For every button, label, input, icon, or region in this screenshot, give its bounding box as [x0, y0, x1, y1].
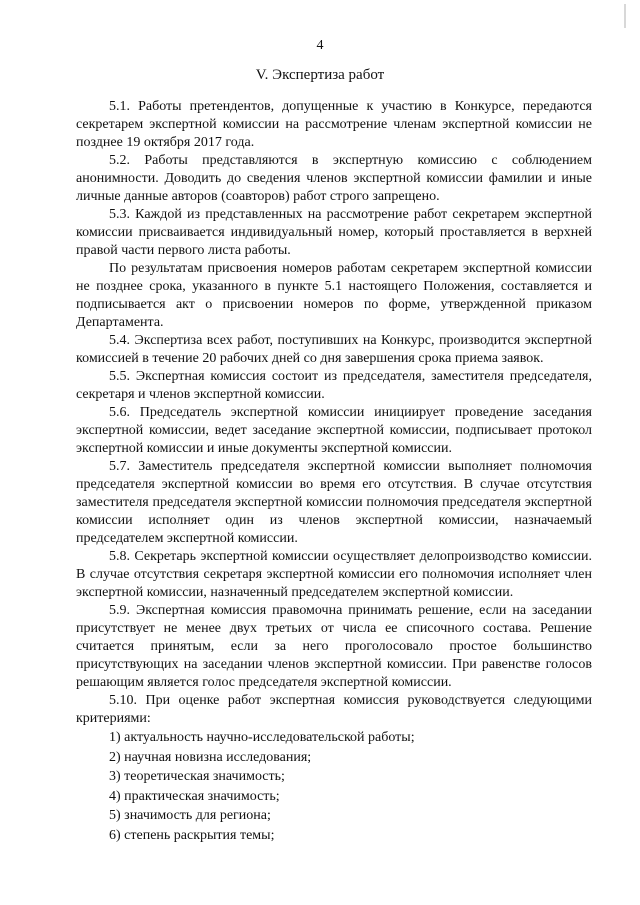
criteria-item: 3) теоретическая значимость;: [109, 769, 285, 784]
page-number: 4: [316, 38, 324, 53]
section-title: V. Экспертиза работ: [255, 67, 385, 83]
paragraph-5-6: 5.6. Председатель экспертной комиссии инициирует проведение заседания экспертной комиссии, ведет заседание экспертной комиссии, подписывает протокол экспертной комиссии и иные документы экспертной комиссии.: [76, 405, 592, 456]
paragraph-5-2: 5.2. Работы представляются в экспертную комиссию с соблюдением анонимности. Доводить до сведения членов экспертной комиссии фамилии и иные личные данные авторов (соавторов) работ строго запрещено.: [76, 153, 592, 204]
criteria-list: [76, 728, 592, 845]
criteria-item: 2) научная новизна исследования;: [109, 749, 312, 765]
criteria-item: 6) степень раскрытия темы;: [109, 827, 275, 843]
paragraph-5-1: 5.1. Работы претендентов, допущенные к участию в Конкурсе, передаются секретарем экспертной комиссии на рассмотрение членам экспертной комиссии не позднее 19 октября 2017 года.: [76, 99, 592, 150]
criteria-item: 5) значимость для региона;: [109, 808, 271, 823]
paragraph-5-3: 5.3. Каждой из представленных на рассмотрение работ секретарем экспертной комиссии присваивается индивидуальный номер, который проставляется в верхней правой части первого листа работы.: [76, 207, 592, 258]
paragraph-5-7: 5.7. Заместитель председателя экспертной комиссии выполняет полномочия председателя экспертной комиссии во время его отсутствия. В случае отсутствия заместителя председателя экспертной комиссии полномочия председателя экспертной комиссии исполняет один из членов экспертной комиссии, назначаемый председателем экспертной комиссии.: [76, 459, 592, 546]
paragraph-5-8: 5.8. Секретарь экспертной комиссии осуществляет делопроизводство комиссии. В случае отсутствия секретаря экспертной комиссии его полномочия исполняет член экспертной комиссии, назначенный председателем экспертной комиссии.: [76, 549, 592, 600]
paragraph-5-9: 5.9. Экспертная комиссия правомочна принимать решение, если на заседании присутствует не менее двух третьих от числа ее списочного состава. Решение считается принятым, если за него проголосовало простое большинство присутствующих на заседании членов экспертной комиссии. При равенстве голосов решающим является голос председателя экспертной комиссии.: [76, 603, 592, 690]
criteria-item: 4) практическая значимость;: [109, 788, 280, 804]
document-body: [76, 98, 592, 845]
paragraph-5-4: 5.4. Экспертиза всех работ, поступивших на Конкурс, производится экспертной комиссией в течение 20 рабочих дней со дня завершения срока приема заявок.: [76, 333, 592, 366]
paragraph-5-10: 5.10. При оценке работ экспертная комиссия руководствуется следующими критериями:: [76, 693, 592, 726]
paragraph-5-3-continuation: По результатам присвоения номеров работам секретарем экспертной комиссии не позднее срока, указанного в пункте 5.1 настоящего Положения, составляется и подписывается акт о присвоении номеров по форме, утвержденной приказом Департамента.: [76, 261, 592, 330]
criteria-item: 1) актуальность научно-исследовательской работы;: [109, 730, 415, 745]
scan-artifact: [624, 4, 626, 28]
paragraph-5-5: 5.5. Экспертная комиссия состоит из председателя, заместителя председателя, секретаря и членов экспертной комиссии.: [76, 369, 592, 402]
